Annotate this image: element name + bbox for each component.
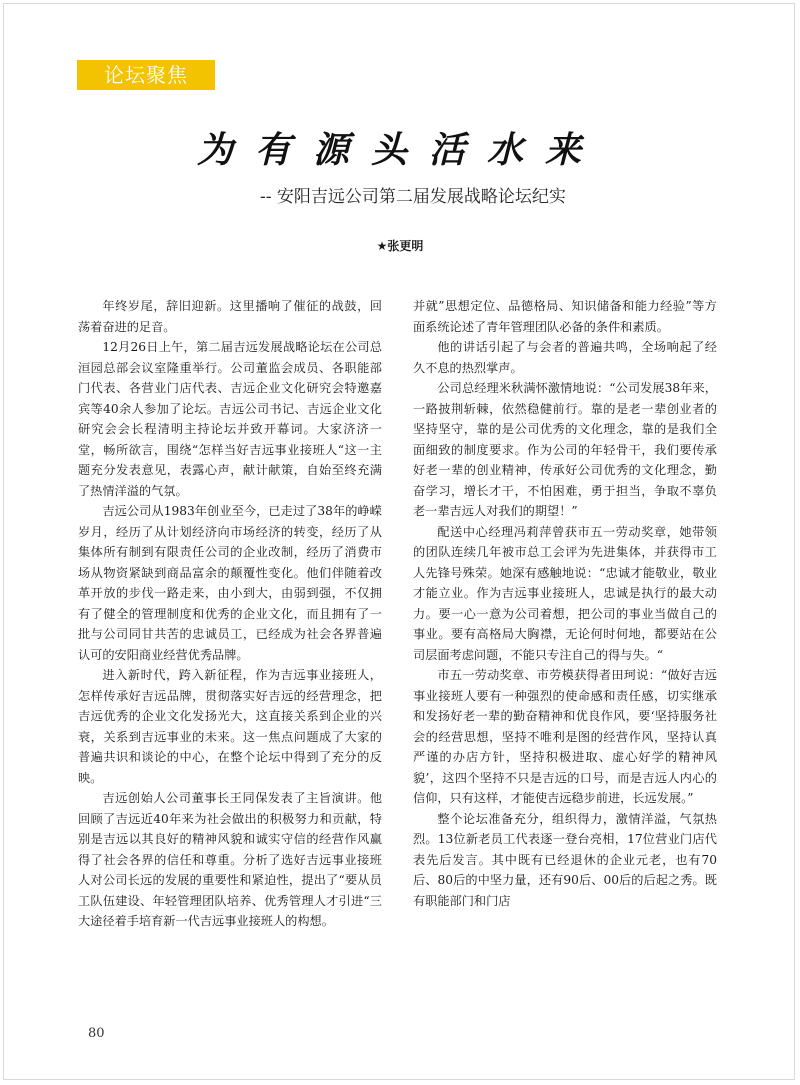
paragraph: 配送中心经理冯莉萍曾获市五一劳动奖章，她带领的团队连续几年被市总工会评为先进集体，并获得市工人先锋号殊荣。她深有感触地说：“忠诚才能敬业，敬业才能立业。作为吉远事业接班人，忠诚是执行的最大动力。要一心一意为公司着想，把公司的事业当做自己的事业。要有高格局大胸襟，无论何时何地，都要站在公司层面考虑问题，不能只专注自己的得与失。“ — [413, 524, 717, 662]
paragraph: 吉远创始人公司董事长王同保发表了主旨演讲。他回顾了吉远近40年来为社会做出的积极努力和贡献，特别是吉远以其良好的精神风貌和诚实守信的经营作风赢得了社会各界的信任和尊重。分析了选好吉远事业接班人对公司长远的发展的重要性和紧迫性，提出了“要从员工队伍建设、年轻管理团队培养、优秀管理人才引进“三大途径着手培育新一代吉远事业接班人的构想。 — [78, 791, 382, 928]
author-byline: ★张更明 — [376, 239, 424, 253]
right-column — [413, 296, 717, 911]
paragraph: 市五一劳动奖章、市劳模获得者田珂说：“做好吉远事业接班人要有一种强烈的使命感和责任感，切实继承和发扬好老一辈的勤奋精神和优良作风，要‘坚持服务社会的经营思想，坚持不唯利是图的经营作风，坚持认真严谨的办店方针，坚持积极进取、虚心好学的精神风貌’，这四个坚持不只是吉远的口号，而是吉远人内心的信仰，只有这样，才能使吉远稳步前进，长远发展。” — [413, 668, 717, 805]
paragraph: 吉远公司从1983年创业至今，已走过了38年的峥嵘岁月，经历了从计划经济向市场经济的转变，经历了从集体所有制到有限责任公司的企业改制，经历了消费市场从物资紧缺到商品富余的颠覆性变化。他们伴随着改革开放的步伐一路走来，由小到大，由弱到强，不仅拥有了健全的管理制度和优秀的企业文化，而且拥有了一批与公司同甘共苦的忠诚员工，已经成为社会各界普遍认可的安阳商业经营优秀品牌。 — [78, 504, 382, 662]
article-title: 为有源头活水来 — [196, 129, 603, 171]
page-number: 80 — [88, 1026, 105, 1041]
section-tag: 论坛聚焦 — [77, 60, 215, 90]
article-subtitle: -- 安阳吉远公司第二届发展战略论坛纪实 — [260, 187, 566, 207]
paragraph: 年终岁尾，辞旧迎新。这里播响了催征的战鼓，回荡着奋进的足音。 — [78, 299, 382, 334]
paragraph-continued: 并就”思想定位、品德格局、知识储备和能力经验”等方面系统论述了青年管理团队必备的条件和素质。 — [413, 299, 717, 334]
paragraph: 整个论坛准备充分，组织得力，激情洋溢，气氛热烈。13位新老员工代表逐一登台亮相，17位营业门店代表先后发言。其中既有已经退休的企业元老，也有70后、80后的中坚力量，还有90后、00后的后起之秀。既有职能部门和门店 — [413, 811, 717, 908]
paragraph: 进入新时代，跨入新征程，作为吉远事业接班人，怎样传承好吉远品牌，贯彻落实好吉远的经营理念，把吉远优秀的企业文化发扬光大，这直接关系到企业的兴衰，关系到吉远事业的未来。这一焦点问题成了大家的普遍共识和谈论的中心，在整个论坛中得到了充分的反映。 — [78, 668, 382, 785]
paragraph: 12月26日上午，第二届吉远发展战略论坛在公司总洹园总部会议室隆重举行。公司董监会成员、各职能部门代表、各营业门店代表、吉远企业文化研究会特邀嘉宾等40余人参加了论坛。吉远公司书记、吉远企业文化研究会会长程清明主持论坛并致开幕词。大家济济一堂，畅所欲言，围绕“怎样当好吉远事业接班人“这一主题充分发表意见，表露心声，献计献策，自始至终充满了热情洋溢的气氛。 — [78, 340, 382, 498]
paragraph: 他的讲话引起了与会者的普遍共鸣，全场响起了经久不息的热烈掌声。 — [413, 340, 717, 375]
paragraph: 公司总经理米秋满怀激情地说：“公司发展38年来，一路披荆斩棘，依然稳健前行。靠的是老一辈创业者的坚持坚守，靠的是公司优秀的文化理念，靠的是我们全面细致的制度要求。作为公司的年轻骨干，我们要传承好老一辈的创业精神，传承好公司优秀的文化理念，勤奋学习，增长才干，不怕困难，勇于担当，争取不辜负老一辈吉远人对我们的期望！” — [413, 381, 717, 518]
left-column — [78, 296, 382, 932]
